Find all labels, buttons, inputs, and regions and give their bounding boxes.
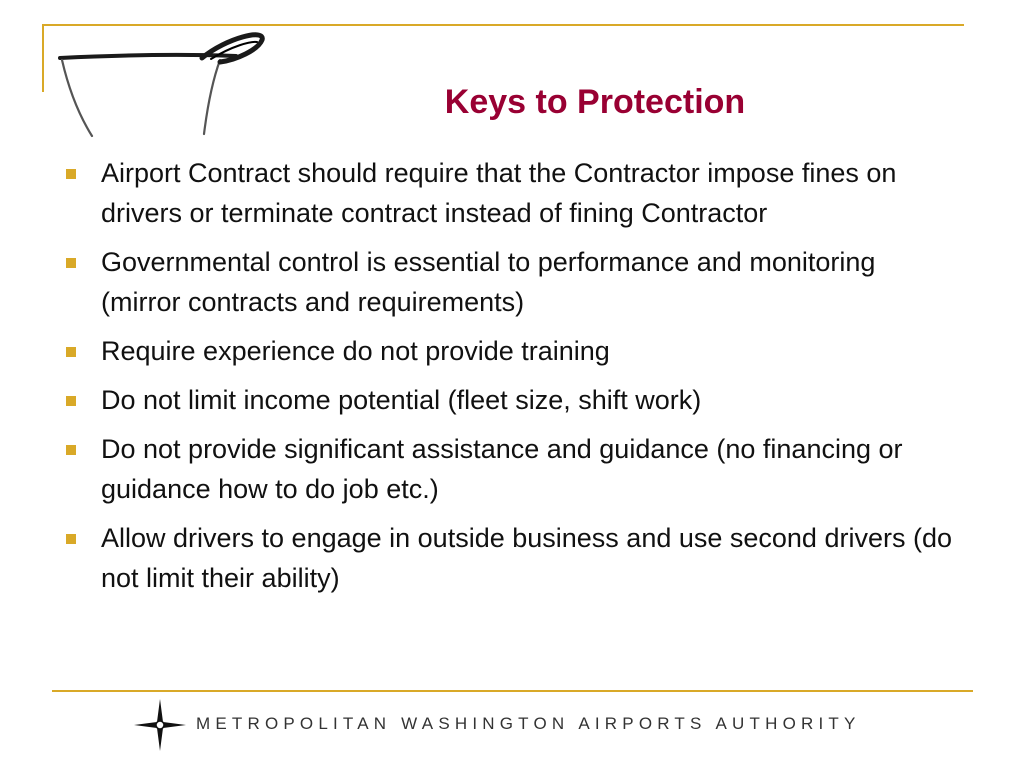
square-bullet-icon xyxy=(66,445,76,455)
square-bullet-icon xyxy=(66,347,76,357)
bullet-text: Require experience do not provide training xyxy=(101,336,610,366)
airport-control-tower-logo-icon xyxy=(52,30,272,142)
header-frame-top-line xyxy=(42,24,964,26)
footer-divider xyxy=(52,690,973,692)
square-bullet-icon xyxy=(66,169,76,179)
bullet-item xyxy=(64,153,954,233)
compass-star-icon xyxy=(132,697,188,753)
square-bullet-icon xyxy=(66,258,76,268)
bullet-text: Airport Contract should require that the Contractor impose fines on drivers or terminate contract instead of fining Contractor xyxy=(101,158,897,228)
bullet-item xyxy=(64,331,954,371)
bullet-item xyxy=(64,429,954,509)
bullet-item xyxy=(64,242,954,322)
bullet-text: Allow drivers to engage in outside business and use second drivers (do not limit their ability) xyxy=(101,523,952,593)
bullet-text: Do not provide significant assistance and guidance (no financing or guidance how to do job etc.) xyxy=(101,434,903,504)
footer-organization-name: METROPOLITAN WASHINGTON AIRPORTS AUTHORITY xyxy=(196,714,861,733)
square-bullet-icon xyxy=(66,396,76,406)
slide-title: Keys to Protection xyxy=(444,83,746,121)
bullet-item xyxy=(64,518,954,598)
header-frame-left-line xyxy=(42,24,44,92)
bullet-item xyxy=(64,380,954,420)
square-bullet-icon xyxy=(66,534,76,544)
bullet-list xyxy=(64,153,954,607)
bullet-text: Governmental control is essential to performance and monitoring (mirror contracts and requirements) xyxy=(101,247,876,317)
bullet-text: Do not limit income potential (fleet size, shift work) xyxy=(101,385,702,415)
